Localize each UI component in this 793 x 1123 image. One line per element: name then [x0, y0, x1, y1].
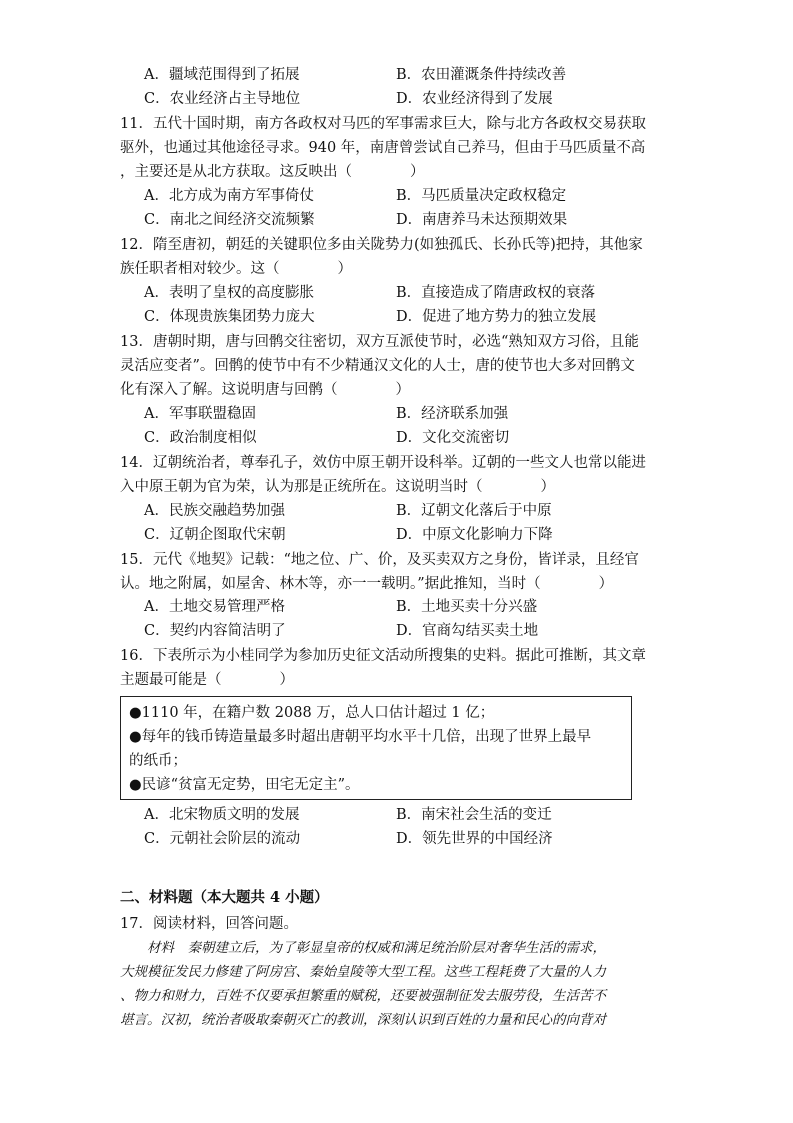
q13-option-a[interactable]: A．军事联盟稳固	[144, 406, 256, 422]
q15-stem	[120, 548, 665, 596]
q10-option-c[interactable]: C．农业经济占主导地位	[144, 91, 301, 107]
q14-stem	[120, 451, 665, 499]
q11-stem	[120, 112, 665, 184]
q15-option-a[interactable]: A．土地交易管理严格	[144, 599, 285, 615]
q12-stem-line: 族任职者相对较少。这（ ）	[120, 261, 352, 277]
q13-stem-line: 化有深入了解。这说明唐与回鹘（ ）	[120, 382, 410, 398]
q12-options-row-2	[144, 306, 704, 328]
q16-options-row-2	[144, 828, 704, 850]
q15-options-row-2	[144, 620, 704, 642]
q11-options-row-2	[144, 209, 704, 231]
q11-stem-line: 驱外，也通过其他途径寻求。940 年，南唐曾尝试自己养马，但由于马匹质量不高	[120, 140, 646, 156]
q14-stem-line: 14．辽朝统治者，尊奉孔子，效仿中原王朝开设科举。辽朝的一些文人也常以能进	[120, 455, 646, 471]
q15-option-b[interactable]: B．土地买卖十分兴盛	[396, 599, 538, 615]
q11-option-d[interactable]: D．南唐养马未达预期效果	[396, 212, 568, 228]
q16-options-row-1	[144, 804, 704, 826]
q13-stem	[120, 330, 665, 402]
q12-option-d[interactable]: D．促进了地方势力的独立发展	[396, 309, 597, 325]
q13-options-row-2	[144, 427, 704, 449]
q10-options-row-1	[144, 64, 704, 86]
q16-stem	[120, 644, 665, 692]
q14-stem-line: 入中原王朝为官为荣，认为那是正统所在。这说明当时（ ）	[120, 479, 555, 495]
q10-option-a[interactable]: A．疆域范围得到了拓展	[144, 67, 300, 83]
q13-option-d[interactable]: D．文化交流密切	[396, 430, 510, 446]
q16-stem-line: 主题最可能是（ ）	[120, 672, 294, 688]
q10-option-d[interactable]: D．农业经济得到了发展	[396, 91, 553, 107]
q16-option-d[interactable]: D．领先世界的中国经济	[396, 831, 553, 847]
q15-stem-line: 15．元代《地契》记载：“地之位、广、价，及买卖双方之身份，皆详录，且经官	[120, 552, 639, 568]
q15-option-c[interactable]: C．契约内容简洁明了	[144, 623, 286, 639]
q17-material-line: 大规模征发民力修建了阿房宫、秦始皇陵等大型工程。这些工程耗费了大量的人力	[120, 964, 606, 980]
q12-option-c[interactable]: C．体现贵族集团势力庞大	[144, 309, 315, 325]
section-title-materials: 二、材料题（本大题共 4 小题）	[120, 889, 329, 906]
q12-stem	[120, 233, 665, 281]
q11-option-b[interactable]: B．马匹质量决定政权稳定	[396, 188, 567, 204]
q11-options-row-1	[144, 185, 704, 207]
q14-option-d[interactable]: D．中原文化影响力下降	[396, 527, 553, 543]
q15-options-row-1	[144, 596, 704, 618]
q11-option-a[interactable]: A．北方成为南方军事倚仗	[144, 188, 314, 204]
q11-stem-line: 11．五代十国时期，南方各政权对马匹的军事需求巨大，除与北方各政权交易获取	[120, 116, 646, 132]
q14-option-c[interactable]: C．辽朝企图取代宋朝	[144, 527, 286, 543]
q12-option-b[interactable]: B．直接造成了隋唐政权的衰落	[396, 285, 596, 301]
q14-options-row-2	[144, 524, 704, 546]
q16-stem-line: 16．下表所示为小桂同学为参加历史征文活动所搜集的史料。据此可推断，其文章	[120, 648, 646, 664]
q10-options-row-2	[144, 88, 704, 110]
q15-stem-line: 认。地之附属，如屋舍、林木等，亦一一载明。”据此推知，当时（ ）	[120, 576, 614, 592]
q11-option-c[interactable]: C．南北之间经济交流频繁	[144, 212, 315, 228]
q16-source-table	[120, 696, 632, 800]
q17-material-line: 堪言。汉初，统治者吸取秦朝灭亡的教训，深刻认识到百姓的力量和民心的向背对	[120, 1012, 606, 1028]
q16-source-item: ●1110 年，在籍户数 2088 万，总人口估计超过 1 亿；	[129, 705, 495, 721]
q16-option-a[interactable]: A．北宋物质文明的发展	[144, 807, 300, 823]
q17-material	[120, 936, 665, 1032]
q16-source-item: ●每年的钱币铸造量最多时超出唐朝平均水平十几倍，出现了世界上最早	[129, 729, 592, 745]
q17-material-line: 、物力和财力，百姓不仅要承担繁重的赋税，还要被强制征发去服劳役，生活苦不	[120, 988, 606, 1004]
q13-option-c[interactable]: C．政治制度相似	[144, 430, 257, 446]
q16-source-item: 的纸币；	[129, 753, 187, 769]
q16-source-item: ●民谚“贫富无定势，田宅无定主”。	[129, 777, 360, 793]
q13-options-row-1	[144, 403, 704, 425]
q10-option-b[interactable]: B．农田灌溉条件持续改善	[396, 67, 567, 83]
q14-option-b[interactable]: B．辽朝文化落后于中原	[396, 503, 552, 519]
q17-stem: 17．阅读材料，回答问题。	[120, 916, 298, 932]
q13-stem-line: 灵活应变者”。回鹘的使节中有不少精通汉文化的人士，唐的使节也大多对回鹘文	[120, 358, 635, 374]
q14-options-row-1	[144, 500, 704, 522]
q13-option-b[interactable]: B．经济联系加强	[396, 406, 509, 422]
q12-options-row-1	[144, 282, 704, 304]
q15-option-d[interactable]: D．官商勾结买卖土地	[396, 623, 539, 639]
q14-option-a[interactable]: A．民族交融趋势加强	[144, 503, 285, 519]
q13-stem-line: 13．唐朝时期，唐与回鹘交往密切，双方互派使节时，必选“熟知双方习俗，且能	[120, 334, 639, 350]
q16-option-b[interactable]: B．南宋社会生活的变迁	[396, 807, 552, 823]
q11-stem-line: ，主要还是从北方获取。这反映出（ ）	[120, 164, 425, 180]
q17-material-line: 材料 秦朝建立后，为了彰显皇帝的权威和满足统治阶层对奢华生活的需求，	[120, 940, 606, 956]
q12-option-a[interactable]: A．表明了皇权的高度膨胀	[144, 285, 314, 301]
q16-option-c[interactable]: C．元朝社会阶层的流动	[144, 831, 301, 847]
q12-stem-line: 12．隋至唐初，朝廷的关键职位多由关陇势力(如独孤氏、长孙氏等)把持，其他家	[120, 237, 643, 253]
